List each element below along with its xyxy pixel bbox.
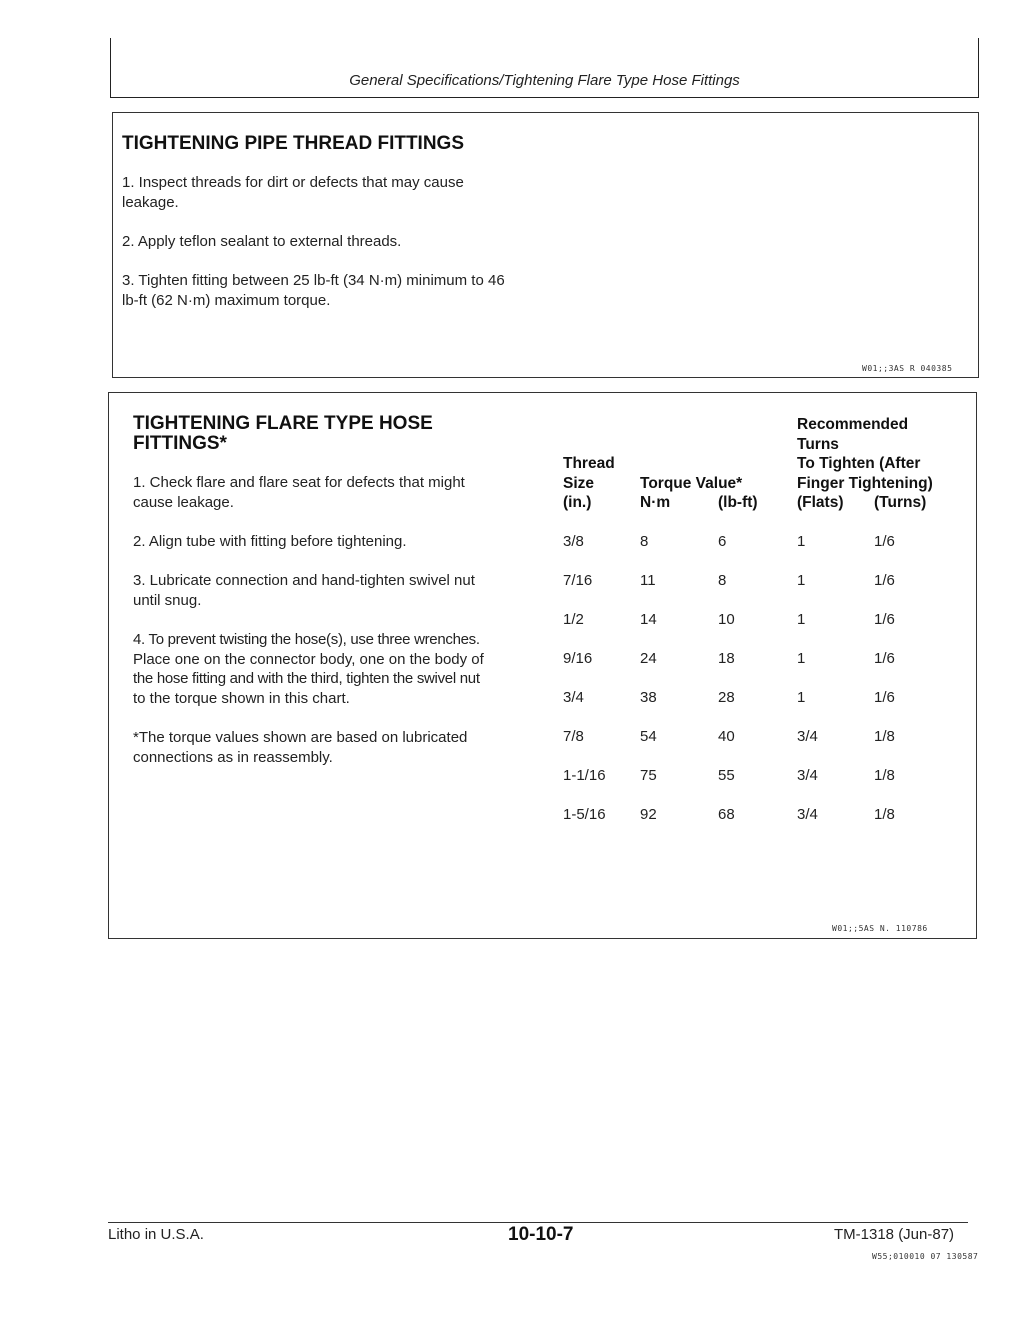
table-cell-thread: 7/16 — [563, 572, 593, 589]
table-cell-thread: 7/8 — [563, 728, 584, 745]
table-cell-nm: 92 — [640, 806, 657, 823]
table-cell-flats: 3/4 — [797, 806, 818, 823]
table-cell-turns: 1/8 — [874, 806, 895, 823]
flare-step-3-line-2: until snug. — [133, 592, 202, 609]
table-cell-nm: 38 — [640, 689, 657, 706]
table-cell-nm: 75 — [640, 767, 657, 784]
table-cell-turns: 1/8 — [874, 728, 895, 745]
table-cell-lbft: 40 — [718, 728, 735, 745]
turns-header: (Turns) — [874, 494, 927, 511]
table-cell-thread: 3/4 — [563, 689, 584, 706]
table-cell-thread: 1/2 — [563, 611, 584, 628]
flare-step-2: 2. Align tube with fitting before tightening. — [133, 533, 407, 550]
page-number: 10-10-7 — [508, 1224, 574, 1245]
table-cell-thread: 9/16 — [563, 650, 593, 667]
footer-code: W55;010010 07 130587 — [872, 1252, 979, 1261]
flare-step-4-line-1: 4. To prevent twisting the hose(s), use three wrenches. — [133, 631, 480, 648]
flare-step-4-line-4: to the torque shown in this chart. — [133, 690, 350, 707]
table-cell-flats: 1 — [797, 533, 806, 550]
recommended-header-line-1: Recommended — [797, 416, 909, 433]
table-cell-turns: 1/6 — [874, 689, 895, 706]
recommended-header-line-4: Finger Tightening) — [797, 475, 933, 492]
pipe-section-title: TIGHTENING PIPE THREAD FITTINGS — [122, 133, 465, 154]
table-cell-nm: 54 — [640, 728, 657, 745]
flare-step-4-line-3: the hose fitting and with the third, tighten the swivel nut — [133, 670, 480, 687]
table-cell-lbft: 10 — [718, 611, 735, 628]
table-cell-nm: 11 — [640, 572, 656, 589]
table-cell-flats: 1 — [797, 650, 806, 667]
flare-step-1-line-2: cause leakage. — [133, 494, 234, 511]
flats-header: (Flats) — [797, 494, 844, 511]
torque-value-header: Torque Value* — [640, 475, 743, 492]
pipe-step-1-line-1: 1. Inspect threads for dirt or defects that may cause — [122, 174, 464, 191]
header-left-rule — [110, 38, 111, 98]
table-cell-turns: 1/6 — [874, 650, 895, 667]
table-cell-nm: 24 — [640, 650, 657, 667]
flare-step-4-line-2: Place one on the connector body, one on the body of — [133, 651, 484, 668]
table-cell-flats: 1 — [797, 689, 806, 706]
thread-header-line-2: Size — [563, 475, 595, 492]
recommended-header-line-3: To Tighten (After — [797, 455, 921, 472]
pipe-step-3-line-1: 3. Tighten fitting between 25 lb-ft (34 N·m) minimum to 46 — [122, 272, 505, 289]
footer-manual-id: TM-1318 (Jun-87) — [834, 1226, 955, 1243]
table-cell-thread: 1-1/16 — [563, 767, 606, 784]
flare-note-line-2: connections as in reassembly. — [133, 749, 333, 766]
table-cell-flats: 1 — [797, 572, 806, 589]
table-cell-nm: 8 — [640, 533, 649, 550]
table-cell-flats: 1 — [797, 611, 806, 628]
footer-rule — [108, 1222, 968, 1223]
table-cell-lbft: 68 — [718, 806, 735, 823]
lbft-header: (lb-ft) — [718, 494, 758, 511]
flare-section-title-line-1: TIGHTENING FLARE TYPE HOSE — [133, 413, 433, 434]
table-cell-turns: 1/6 — [874, 572, 895, 589]
thread-header-line-3: (in.) — [563, 494, 592, 511]
table-cell-thread: 1-5/16 — [563, 806, 606, 823]
table-cell-turns: 1/8 — [874, 767, 895, 784]
pipe-step-3-line-2: lb-ft (62 N·m) maximum torque. — [122, 292, 331, 309]
table-cell-lbft: 6 — [718, 533, 727, 550]
pipe-step-2: 2. Apply teflon sealant to external threads. — [122, 233, 402, 250]
table-cell-lbft: 18 — [718, 650, 735, 667]
table-cell-lbft: 55 — [718, 767, 735, 784]
header-bottom-rule — [110, 97, 979, 98]
thread-header-line-1: Thread — [563, 455, 615, 472]
table-cell-flats: 3/4 — [797, 767, 818, 784]
recommended-header-line-2: Turns — [797, 436, 839, 453]
pipe-ref-code: W01;;3AS R 040385 — [862, 364, 953, 373]
page-header-title: General Specifications/Tightening Flare Type Hose Fittings — [349, 72, 740, 89]
table-cell-lbft: 8 — [718, 572, 727, 589]
header-right-rule — [978, 38, 979, 98]
flare-section-title-line-2: FITTINGS* — [133, 433, 227, 454]
footer-litho: Litho in U.S.A. — [108, 1226, 204, 1243]
table-cell-turns: 1/6 — [874, 611, 895, 628]
table-cell-flats: 3/4 — [797, 728, 818, 745]
table-cell-turns: 1/6 — [874, 533, 895, 550]
nm-header: N·m — [640, 494, 671, 511]
table-cell-nm: 14 — [640, 611, 657, 628]
flare-step-3-line-1: 3. Lubricate connection and hand-tighten swivel nut — [133, 572, 475, 589]
flare-ref-code: W01;;5AS N. 110786 — [832, 924, 928, 933]
flare-note-line-1: *The torque values shown are based on lubricated — [133, 729, 468, 746]
table-cell-thread: 3/8 — [563, 533, 584, 550]
table-cell-lbft: 28 — [718, 689, 735, 706]
pipe-step-1-line-2: leakage. — [122, 194, 179, 211]
flare-step-1-line-1: 1. Check flare and flare seat for defects that might — [133, 474, 465, 491]
